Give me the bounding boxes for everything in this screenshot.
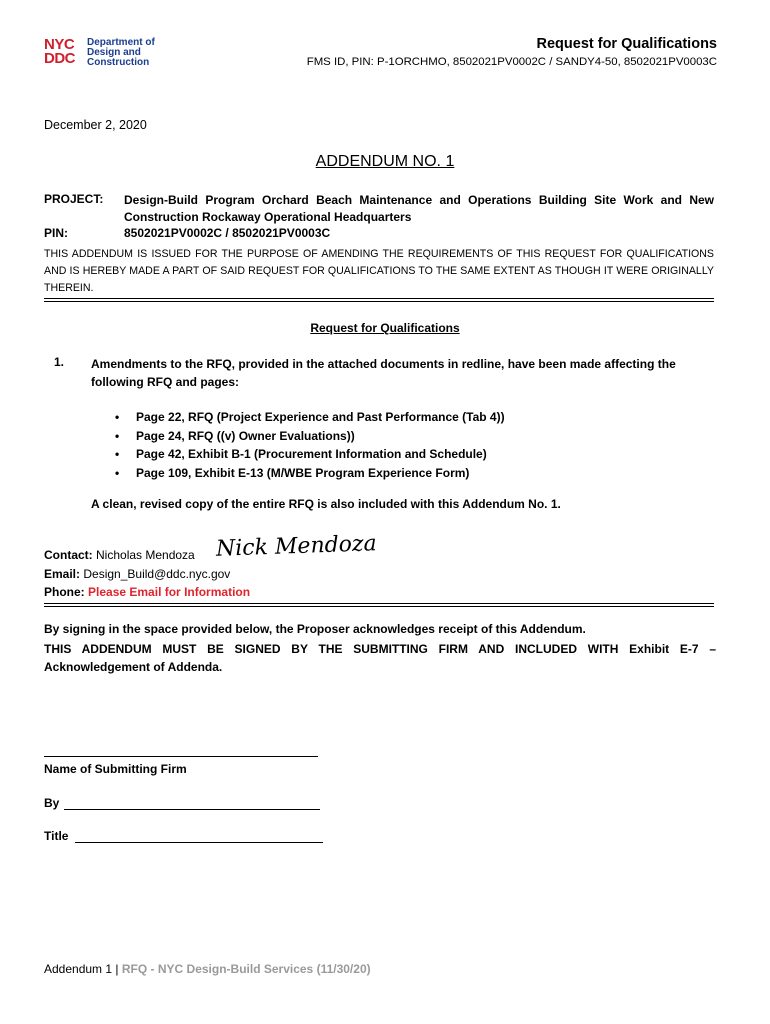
logo-line-3: Construction (87, 57, 150, 68)
pin-label: PIN: (44, 226, 68, 240)
logo-line-1: Department of (87, 37, 155, 48)
title-signature-line (75, 842, 323, 843)
acknowledgement-line-2: THIS ADDENDUM MUST BE SIGNED BY THE SUBMITTING FIRM AND INCLUDED WITH Exhibit E-7 – Acknowledgement of Addenda. (44, 642, 716, 674)
acknowledgement-line-1: By signing in the space provided below, the Proposer acknowledges receipt of this Addendum. (44, 622, 586, 636)
phone-value: Please Email for Information (88, 585, 251, 599)
firm-signature-line (44, 756, 318, 757)
email-line (44, 567, 230, 581)
logo-nyc: NYC (44, 36, 75, 53)
addendum-title: ADDENDUM NO. 1 (315, 153, 455, 170)
by-label: By (44, 796, 60, 810)
footer-right: RFQ - NYC Design-Build Services (11/30/20) (121, 962, 371, 976)
amended-pages-list (112, 408, 505, 482)
title-label: Title (44, 829, 69, 843)
list-item: • Page 109, Exhibit E-13 (M/WBE Program Experience Form) (112, 464, 505, 483)
divider (44, 301, 714, 302)
firm-name-label: Name of Submitting Firm (44, 762, 187, 776)
footer-separator: | (112, 962, 122, 976)
logo-ddc: DDC (44, 50, 75, 67)
clean-copy-note: A clean, revised copy of the entire RFQ is also included with this Addendum No. 1. (91, 497, 561, 511)
pin-value: 8502021PV0002C / 8502021PV0003C (124, 226, 331, 240)
divider (44, 606, 714, 607)
list-item: • Page 42, Exhibit B-1 (Procurement Information and Schedule) (112, 445, 505, 464)
list-item: • Page 24, RFQ ((v) Owner Evaluations)) (112, 427, 505, 446)
footer-left: Addendum 1 (44, 962, 113, 976)
page-footer (44, 962, 371, 976)
contact-label: Contact: (44, 548, 93, 562)
header-subtitle: FMS ID, PIN: P-1ORCHMO, 8502021PV0002C / SANDY4-50, 8502021PV0003C (306, 56, 717, 68)
contact-line (44, 548, 195, 562)
by-signature-line (64, 809, 320, 810)
header-title: Request for Qualifications (536, 36, 717, 52)
email-address[interactable]: Design_Build@ddc.nyc.gov (83, 567, 231, 581)
email-label: Email: (44, 567, 81, 581)
project-label: PROJECT: (44, 192, 104, 206)
issued-statement: THIS ADDENDUM IS ISSUED FOR THE PURPOSE OF AMENDING THE REQUIREMENTS OF THIS REQUEST FOR QUALIFICATIONS AND IS HEREBY MADE A PART OF SAID REQUEST FOR QUALIFICATIONS TO THE SAME EXTENT AS THOUGH IT WERE ORIGINALLY THEREIN. (44, 248, 714, 294)
divider (44, 298, 714, 299)
section-title: Request for Qualifications (310, 321, 460, 335)
phone-line (44, 585, 250, 599)
list-item: • Page 22, RFQ (Project Experience and Past Performance (Tab 4)) (112, 408, 505, 427)
phone-label: Phone: (44, 585, 85, 599)
item-text: Amendments to the RFQ, provided in the attached documents in redline, have been made affecting the following RFQ and pages: (91, 357, 676, 389)
logo-text (87, 38, 155, 68)
handwritten-signature: Nick Mendoza (215, 531, 378, 562)
project-text: Design-Build Program Orchard Beach Maintenance and Operations Building Site Work and New Construction Rockaway Operational Headquarters (124, 193, 714, 224)
item-number: 1. (54, 355, 65, 369)
logo-line-2: Design and (87, 47, 141, 58)
ddc-logo (44, 37, 164, 71)
contact-name: Nicholas Mendoza (96, 548, 195, 562)
document-date: December 2, 2020 (44, 118, 147, 132)
divider (44, 603, 714, 604)
